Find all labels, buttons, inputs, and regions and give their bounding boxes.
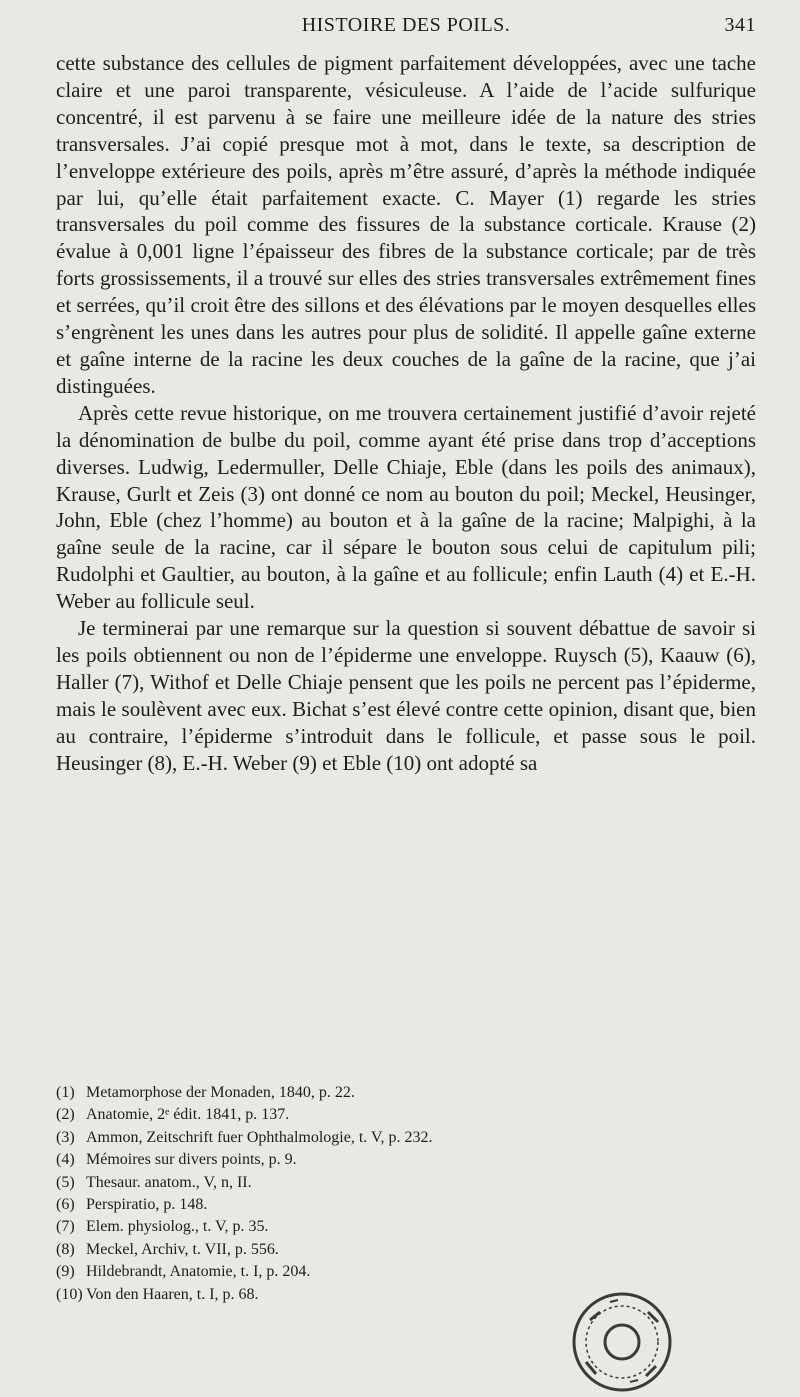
footnote-text: Elem. physiolog., t. V, p. 35. (86, 1218, 269, 1236)
footnote-number: (1) (56, 1084, 75, 1101)
paragraph: cette substance des cellules de pigment parfaitement développées, avec une tache claire et une paroi transparente, vésiculeuse. A l’aide de l’acide sulfurique concentré, il est parvenu à se faire une meilleure idée de la nature des stries transversales. J’ai copié presque mot à mot, dans le texte, sa description de l’enveloppe extérieure des poils, après m’être assuré, d’après la méthode indiquée par lui, qu’elle était parfaitement exacte. C. Mayer (1) regarde les stries transversales du poil comme des fissures de la substance corticale. Krause (2) évalue à 0,001 ligne l’épaisseur des fibres de la substance corticale; par de très forts grossissements, il a trouvé sur elles des stries transversales extrêmement fines et serrées, qu’il croit être des sillons et des élévations par le moyen desquelles elles s’engrènent les unes dans les autres pour plus de solidité. Il appelle gaîne externe et gaîne interne de la racine les deux couches de la gaîne de la racine, que j’ai distinguées. (56, 51, 756, 398)
body-text (56, 50, 756, 776)
page-header (56, 14, 756, 46)
footnote-text: Mémoires sur divers points, p. 9. (86, 1151, 297, 1169)
footnote-text: Anatomie, 2ᵉ édit. 1841, p. 137. (86, 1106, 290, 1124)
footnote-text: Thesaur. anatom., V, n, II. (86, 1173, 252, 1191)
footnote-text: Meckel, Archiv, t. VII, p. 556. (86, 1240, 279, 1258)
page-number: 341 (724, 14, 756, 36)
footnote-number: (6) (56, 1196, 75, 1214)
footnote-text: Metamorphose der Monaden, 1840, p. 22. (86, 1084, 355, 1101)
footnote-number: (7) (56, 1218, 75, 1236)
footnote-text: Von den Haaren, t. I, p. 68. (86, 1285, 259, 1303)
library-stamp-icon (570, 1290, 674, 1394)
footnote-number: (5) (56, 1173, 75, 1191)
footnote-number: (2) (56, 1106, 75, 1124)
footnote (56, 1194, 756, 1216)
footnote (56, 1172, 756, 1194)
footnote-number: (8) (56, 1240, 75, 1258)
footnote (56, 1239, 756, 1261)
footnote-number: (10) (56, 1285, 83, 1303)
footnote-number: (9) (56, 1263, 75, 1281)
footnote (56, 1149, 756, 1171)
paragraph: Je terminerai par une remarque sur la question si souvent débattue de savoir si les poils obtiennent ou non de l’épiderme une enveloppe. Ruysch (5), Kaauw (6), Haller (7), Withof et Delle Chiaje pensent que les poils ne percent pas l’épiderme, mais le soulèvent avec eux. Bichat s’est élevé contre cette opinion, disant que, bien au contraire, l’épiderme s’introduit dans le follicule, et passe sous le poil. Heusinger (8), E.-H. Weber (9) et Eble (10) ont adopté sa (56, 616, 756, 775)
footnote (56, 1127, 756, 1149)
footnote (56, 1104, 756, 1126)
footnote (56, 1216, 756, 1238)
paragraph: Après cette revue historique, on me trouvera certainement justifié d’avoir rejeté la dénomination de bulbe du poil, comme ayant été prise dans trop d’acceptions diverses. Ludwig, Ledermuller, Delle Chiaje, Eble (dans les poils des animaux), Krause, Gurlt et Zeis (3) ont donné ce nom au bouton du poil; Meckel, Heusinger, John, Eble (chez l’homme) au bouton et à la gaîne de la racine; Malpighi, à la gaîne seule de la racine, car il sépare le bouton sous celui de capitulum pili; Rudolphi et Gaultier, au bouton, à la gaîne et au follicule; enfin Lauth (4) et E.-H. Weber au follicule seul. (56, 400, 756, 614)
footnote (56, 1082, 756, 1104)
running-title: HISTOIRE DES POILS. (301, 14, 511, 36)
footnote-number: (3) (56, 1128, 75, 1146)
footnote-text: Perspiratio, p. 148. (86, 1196, 208, 1214)
footnotes (56, 1082, 756, 1306)
footnote (56, 1261, 756, 1283)
footnote-text: Ammon, Zeitschrift fuer Ophthalmologie, t. V, p. 232. (86, 1128, 433, 1146)
footnote-number: (4) (56, 1151, 75, 1169)
footnote-text: Hildebrandt, Anatomie, t. I, p. 204. (86, 1263, 311, 1281)
